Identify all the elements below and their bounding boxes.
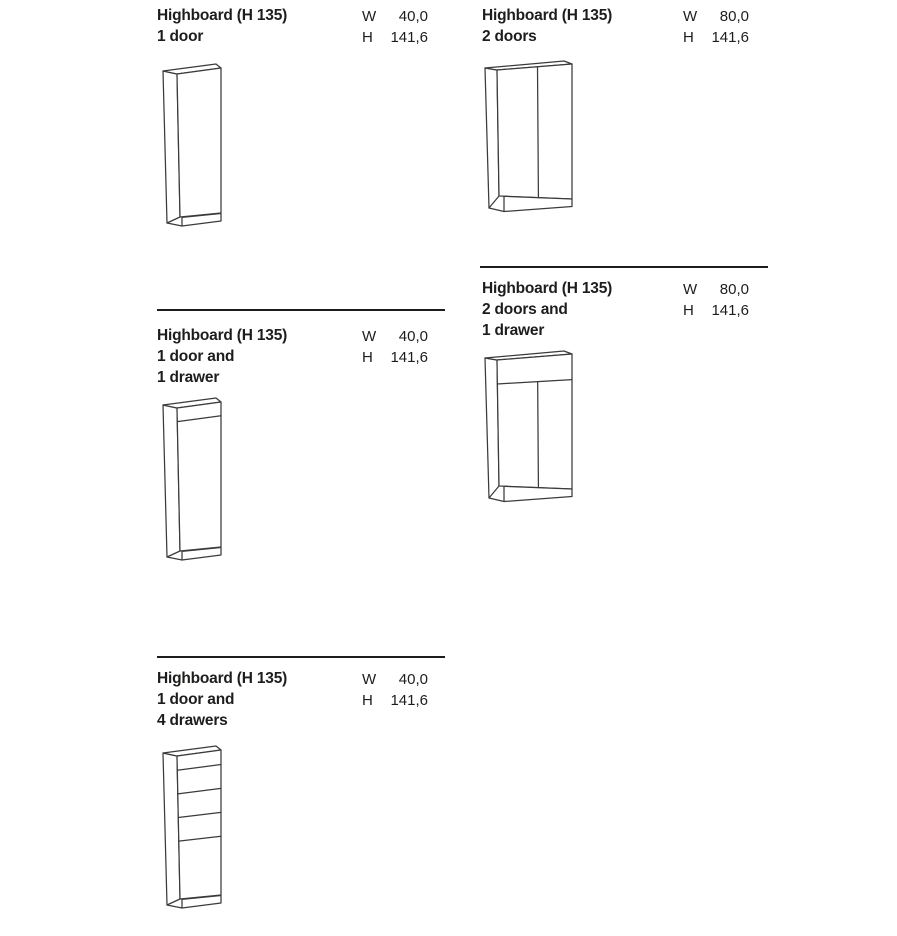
product-title — [482, 5, 612, 47]
dimension-label: H — [362, 349, 373, 366]
dimension-value: 141,6 — [390, 349, 428, 366]
cabinet-illustration-1-door-4-drawers — [157, 742, 227, 912]
cabinet-illustration-1-door-1-drawer — [157, 394, 227, 564]
dimension-row-height — [362, 347, 428, 368]
product-title-line: Highboard (H 135) — [157, 670, 288, 687]
cabinet-illustration-2-doors — [479, 58, 579, 216]
product-title-line: 4 drawers — [157, 712, 228, 729]
dimensions-table — [362, 326, 428, 368]
cabinet-illustration-1-door — [157, 60, 227, 230]
product-title-line: Highboard (H 135) — [157, 7, 288, 24]
dimension-value: 141,6 — [711, 302, 749, 319]
dimension-label: W — [362, 8, 377, 25]
product-title-line: 2 doors — [482, 28, 537, 45]
product-title-line: 1 drawer — [482, 322, 545, 339]
dimension-row-width — [362, 669, 428, 690]
dimension-label: H — [683, 29, 694, 46]
product-title-line: Highboard (H 135) — [482, 280, 613, 297]
dimension-row-width — [362, 326, 428, 347]
dimension-value: 40,0 — [398, 328, 428, 345]
dimension-label: W — [362, 671, 377, 688]
dimension-value: 40,0 — [398, 671, 428, 688]
section-divider — [480, 266, 768, 268]
cabinet-illustration-2-doors-1-drawer — [479, 348, 579, 506]
dimension-label: H — [683, 302, 694, 319]
product-title-line: 2 doors and — [482, 301, 568, 318]
dimension-row-height — [362, 27, 428, 48]
dimensions-table — [362, 6, 428, 48]
dimension-row-height — [683, 300, 749, 321]
product-title-line: Highboard (H 135) — [482, 7, 613, 24]
product-title-line: Highboard (H 135) — [157, 327, 288, 344]
dimensions-table — [362, 669, 428, 711]
dimension-value: 141,6 — [390, 29, 428, 46]
product-title — [482, 278, 612, 341]
dimension-value: 141,6 — [711, 29, 749, 46]
dimension-label: W — [362, 328, 377, 345]
dimension-row-width — [362, 6, 428, 27]
product-title — [157, 325, 287, 388]
dimension-row-width — [683, 279, 749, 300]
dimension-value: 80,0 — [719, 8, 749, 25]
dimensions-table — [683, 6, 749, 48]
product-title-line: 1 door and — [157, 691, 235, 708]
dimension-label: H — [362, 692, 373, 709]
product-title-line: 1 door — [157, 28, 204, 45]
product-title — [157, 668, 287, 731]
dimension-value: 141,6 — [390, 692, 428, 709]
dimension-row-width — [683, 6, 749, 27]
section-divider — [157, 309, 445, 311]
dimension-value: 80,0 — [719, 281, 749, 298]
dimension-label: W — [683, 281, 698, 298]
dimension-row-height — [362, 690, 428, 711]
dimension-label: H — [362, 29, 373, 46]
product-title-line: 1 drawer — [157, 369, 220, 386]
dimension-value: 40,0 — [398, 8, 428, 25]
dimensions-table — [683, 279, 749, 321]
product-title-line: 1 door and — [157, 348, 235, 365]
dimension-label: W — [683, 8, 698, 25]
section-divider — [157, 656, 445, 658]
dimension-row-height — [683, 27, 749, 48]
product-title — [157, 5, 287, 47]
